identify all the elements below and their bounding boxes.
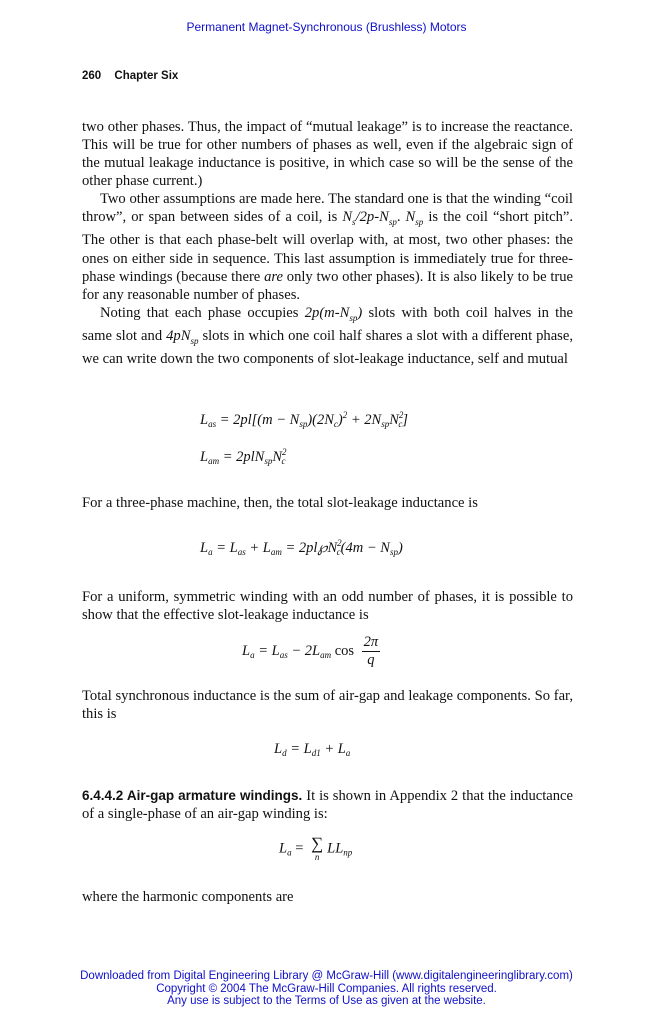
expr-sep: . bbox=[396, 209, 406, 226]
eq-sub: c bbox=[281, 456, 286, 466]
sigma-symbol: ∑ bbox=[311, 834, 324, 853]
paragraph-7 bbox=[82, 787, 573, 823]
eq-sub: c bbox=[398, 419, 403, 429]
footer bbox=[0, 970, 653, 1008]
paragraph-6: Total synchronous inductance is the sum of air-gap and leakage components. So far, this is bbox=[82, 688, 573, 723]
fraction-numerator: 2π bbox=[363, 634, 379, 650]
eq-symbol: L bbox=[279, 840, 288, 857]
eq-symbol: L bbox=[274, 741, 283, 757]
expr-part: ) bbox=[357, 304, 363, 321]
eq-term: ] bbox=[402, 412, 409, 428]
footer-line-3: Any use is subject to the Terms of Use as given at the website. bbox=[167, 995, 486, 1007]
shared-slots-expr bbox=[166, 328, 198, 344]
sigma-index: n bbox=[314, 852, 320, 862]
body-text-top bbox=[82, 118, 573, 368]
eq-term: = bbox=[295, 840, 304, 857]
eq-term: N bbox=[389, 412, 399, 428]
eq-term: + L bbox=[245, 540, 271, 556]
eq-sub: as bbox=[237, 547, 246, 557]
eq-symbol: L bbox=[200, 449, 209, 465]
paragraph-3 bbox=[82, 304, 573, 368]
eq-term: = 2pl[(m − N bbox=[219, 412, 300, 428]
equation-total-slot-leakage bbox=[200, 538, 403, 557]
eq-cos: cos bbox=[331, 642, 355, 659]
paragraph-4: For a three-phase machine, then, the total slot-leakage inductance is bbox=[82, 495, 478, 511]
eq-sub: as bbox=[279, 649, 288, 660]
paragraph-2-text-c: only two other phases). It is also likely to be true for any reasonable number of phases. bbox=[82, 268, 574, 303]
short-pitch-expr bbox=[405, 209, 424, 228]
eq-sub: am bbox=[208, 456, 220, 466]
section-heading: 6.4.4.2 Air-gap armature windings. bbox=[82, 788, 303, 803]
paragraph-3-text-b: slots with both coil halves in the same slot and bbox=[82, 304, 573, 344]
coil-throw-expr bbox=[342, 209, 397, 228]
emphasis-are: are bbox=[264, 268, 283, 285]
eq-term: − 2L bbox=[287, 642, 321, 659]
expr-part: N bbox=[405, 209, 416, 226]
paragraph-1: two other phases. Thus, the impact of “mutual leakage” is to increase the reactance. This will be true for other numbers of phases as well, even if the algebraic sign of the mutual leakage inductance is positive, in which case so will be the sense of the other phase current.) bbox=[82, 119, 573, 190]
page-header bbox=[82, 70, 178, 82]
expr-sub: sp bbox=[388, 217, 397, 228]
equation-airgap-inductance bbox=[279, 836, 352, 862]
running-head: Permanent Magnet-Synchronous (Brushless) Motors bbox=[186, 20, 467, 34]
footer-line-1[interactable]: Downloaded from Digital Engineering Library @ McGraw-Hill (www.digitalengineeringlibrary.com) bbox=[80, 970, 573, 982]
eq-term: + L bbox=[320, 741, 346, 757]
eq-sub: d1 bbox=[311, 748, 321, 758]
paragraph-2-text-b: is the coil “short pitch”. The other is that each phase-belt will overlap with, at most, two other phases: the ones on either side in sequence. This last assumption is immediately true for three-phase windings (because there bbox=[82, 209, 574, 285]
eq-term: N bbox=[272, 449, 283, 465]
eq-term: + 2N bbox=[347, 412, 382, 428]
paragraph-3-text-c: slots in which one coil half shares a slot with a different phase, we can write down the two components of slot-leakage inductance, self and mutual bbox=[82, 327, 573, 367]
paragraph-7-text: It is shown in Appendix 2 that the inductance of a single-phase of an air-gap winding is: bbox=[82, 788, 574, 823]
eq-sub: sp bbox=[299, 419, 308, 429]
eq-term: = 2plN bbox=[222, 449, 265, 465]
eq-symbol: L bbox=[200, 540, 209, 556]
eq-term: = L bbox=[290, 741, 312, 757]
eq-sub: sp bbox=[381, 419, 390, 429]
eq-symbol: L bbox=[242, 642, 251, 659]
eq-term: = L bbox=[258, 642, 280, 659]
eq-sub: c bbox=[333, 419, 338, 429]
eq-sub: as bbox=[208, 419, 217, 429]
eq-fraction bbox=[362, 634, 381, 669]
paragraph-8: where the harmonic components are bbox=[82, 889, 294, 905]
eq-sup: 2 bbox=[398, 410, 404, 420]
expr-sub: sp bbox=[415, 217, 424, 228]
eq-symbol: L bbox=[200, 412, 209, 428]
phase-slots-expr bbox=[305, 305, 362, 321]
eq-sup: 2 bbox=[342, 410, 348, 420]
eq-sub: a bbox=[345, 748, 351, 758]
summation bbox=[311, 836, 323, 862]
expr-sub: s bbox=[352, 217, 356, 228]
eq-sub: a bbox=[208, 547, 213, 557]
paragraph-2-text-a: Two other assumptions are made here. The standard one is that the winding “coil throw”, or span between sides of a coil, is bbox=[82, 191, 573, 226]
expr-part: N bbox=[342, 209, 353, 226]
eq-sub: c bbox=[336, 547, 341, 557]
eq-term: (4m − N bbox=[340, 540, 390, 556]
fraction-denominator: q bbox=[367, 652, 375, 668]
eq-sup: 2 bbox=[282, 447, 287, 457]
eq-sub: sp bbox=[264, 456, 273, 466]
page-number: 260 bbox=[82, 70, 102, 82]
eq-sub: np bbox=[343, 847, 353, 858]
equation-mutual-leakage bbox=[200, 447, 286, 466]
paragraph-5: For a uniform, symmetric winding with an odd number of phases, it is possible to show that the effective slot-leakage inductance is bbox=[82, 589, 573, 624]
eq-term: )(2N bbox=[307, 412, 334, 428]
eq-term: LL bbox=[327, 840, 344, 857]
eq-term: ) bbox=[337, 412, 343, 428]
eq-sub: am bbox=[270, 547, 282, 557]
eq-term: = 2pl℘N bbox=[281, 540, 338, 556]
eq-sub: a bbox=[250, 649, 255, 660]
expr-sub: sp bbox=[190, 335, 199, 346]
eq-sub: sp bbox=[389, 547, 398, 557]
footer-line-2: Copyright © 2004 The McGraw-Hill Companies. All rights reserved. bbox=[156, 982, 497, 995]
equation-self-leakage bbox=[200, 410, 408, 429]
eq-term: = L bbox=[216, 540, 238, 556]
equation-synchronous-inductance bbox=[274, 741, 350, 758]
equation-effective-slot-leakage bbox=[242, 634, 380, 669]
chapter-title: Chapter Six bbox=[114, 70, 179, 82]
paragraph-2 bbox=[82, 190, 573, 303]
eq-sub: am bbox=[320, 649, 332, 660]
expr-sub: sp bbox=[349, 312, 358, 323]
eq-sub: d bbox=[282, 748, 287, 758]
expr-part: /2p-N bbox=[355, 209, 389, 226]
expr-part: 4pN bbox=[166, 327, 191, 344]
expr-part: 2p(m-N bbox=[304, 304, 350, 321]
eq-sup: 2 bbox=[337, 538, 342, 548]
eq-sub: a bbox=[287, 847, 292, 858]
paragraph-3-text-a: Noting that each phase occupies bbox=[100, 304, 305, 321]
eq-term: ) bbox=[397, 540, 403, 556]
